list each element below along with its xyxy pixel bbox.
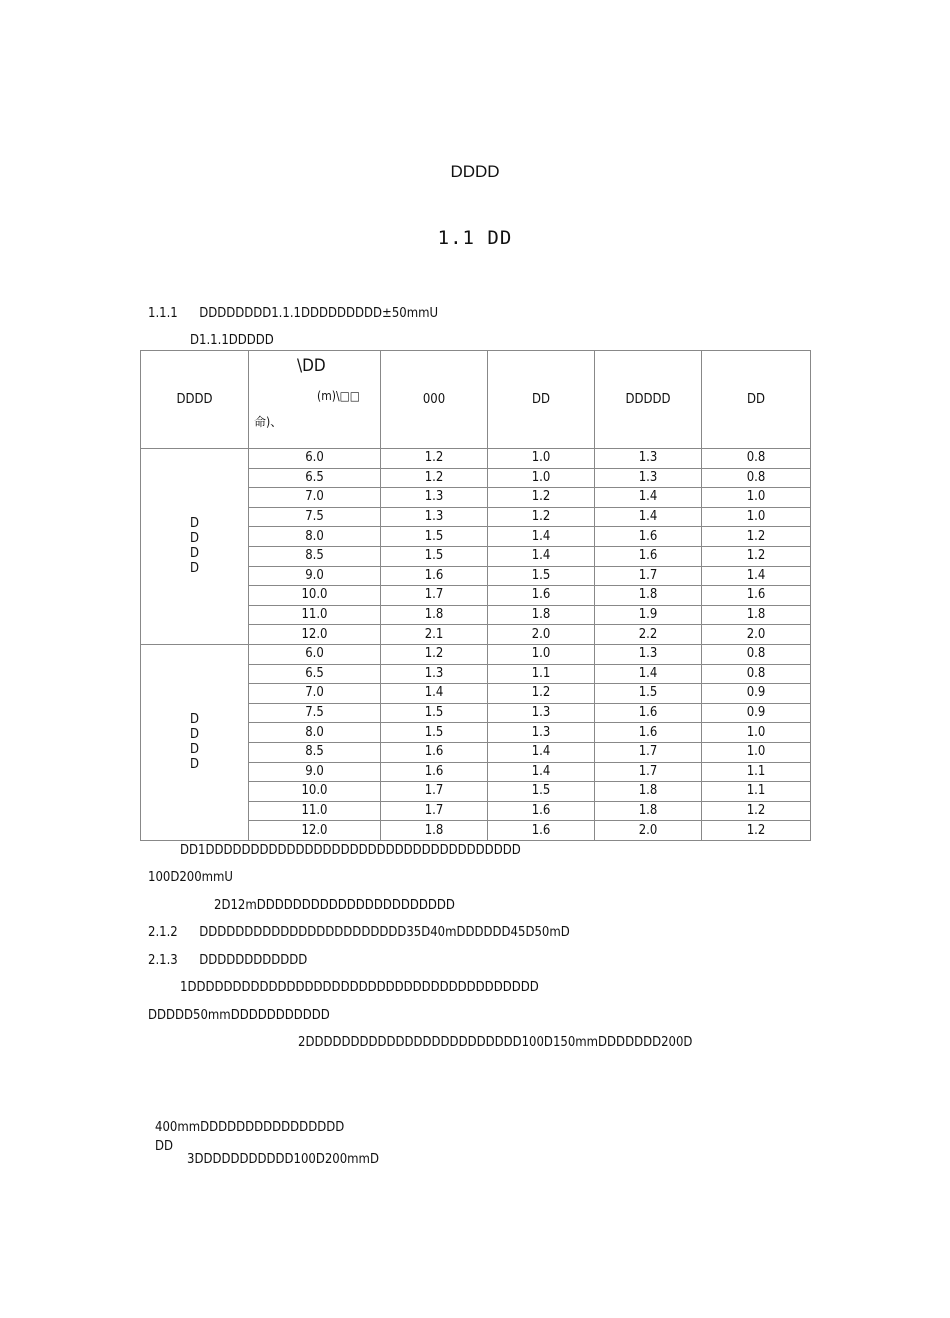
header-diag-top: \DD	[297, 356, 326, 376]
table-cell: 0.8	[702, 644, 811, 664]
table-caption: D1.1.1DDDDD	[190, 333, 274, 348]
table-cell: 1.7	[381, 782, 488, 802]
table-cell: 1.6	[702, 586, 811, 606]
paragraph-1-1-1	[148, 306, 438, 321]
table-cell: 1.2	[488, 488, 595, 508]
table-cell: 12.0	[249, 821, 381, 841]
table-cell: 1.4	[381, 684, 488, 704]
table-cell: 1.8	[702, 605, 811, 625]
table-cell: 1.4	[595, 488, 702, 508]
table-cell: 1.6	[381, 566, 488, 586]
table-cell: 1.0	[702, 507, 811, 527]
table-cell: 1.0	[702, 488, 811, 508]
table-cell: 1.5	[488, 566, 595, 586]
row-group-label-group-b	[141, 644, 249, 840]
table-row	[141, 644, 811, 664]
table-cell: 1.3	[381, 507, 488, 527]
table-cell: 1.2	[702, 821, 811, 841]
table-cell: 6.5	[249, 468, 381, 488]
table-cell: 1.3	[595, 644, 702, 664]
header-col3: DDDDD	[595, 351, 702, 449]
table-cell: 1.2	[381, 468, 488, 488]
table-cell: 7.5	[249, 507, 381, 527]
table-cell: 1.6	[381, 742, 488, 762]
table-cell: 1.4	[595, 507, 702, 527]
table-cell: 1.3	[488, 703, 595, 723]
table-cell: 1.2	[702, 527, 811, 547]
table-cell: 1.4	[488, 742, 595, 762]
table-cell: 9.0	[249, 566, 381, 586]
document-title: DDDD	[450, 162, 500, 181]
item-2-continued: 400mmDDDDDDDDDDDDDDDD	[155, 1120, 345, 1135]
table-header-row	[141, 351, 811, 449]
table-cell: 1.3	[488, 723, 595, 743]
table-cell: 6.0	[249, 644, 381, 664]
table-cell: 6.0	[249, 449, 381, 469]
table-cell: 1.1	[702, 782, 811, 802]
table-cell: 11.0	[249, 605, 381, 625]
table-cell: 1.7	[595, 762, 702, 782]
table-cell: 1.8	[595, 586, 702, 606]
table-cell: 11.0	[249, 801, 381, 821]
table-cell: 0.9	[702, 684, 811, 704]
table-cell: 1.2	[381, 644, 488, 664]
data-table	[140, 350, 811, 841]
header-col1: 000	[381, 351, 488, 449]
table-cell: 10.0	[249, 782, 381, 802]
row-group-label-text: D D D D	[189, 516, 199, 577]
table-cell: 1.4	[488, 527, 595, 547]
table-cell: 7.5	[249, 703, 381, 723]
table-cell: 6.5	[249, 664, 381, 684]
table-cell: 2.2	[595, 625, 702, 645]
table-cell: 1.0	[702, 723, 811, 743]
table-cell: 1.8	[488, 605, 595, 625]
table-cell: 1.5	[381, 546, 488, 566]
note-2: 2D12mDDDDDDDDDDDDDDDDDDDDDD	[214, 898, 455, 913]
header-diag-bot: 命)、	[254, 415, 283, 429]
table-cell: 1.0	[488, 644, 595, 664]
row-group-label-text: D D D D	[189, 712, 199, 773]
table-cell: 1.3	[595, 468, 702, 488]
table-cell: 1.2	[702, 801, 811, 821]
table-cell: 1.8	[595, 782, 702, 802]
table-cell: 1.5	[381, 723, 488, 743]
table-cell: 1.6	[488, 821, 595, 841]
item-1-continued: DDDDD50mmDDDDDDDDDDD	[148, 1008, 330, 1023]
paragraph-number: 2.1.3	[148, 953, 178, 968]
table-cell: 2.0	[488, 625, 595, 645]
item-2: 2DDDDDDDDDDDDDDDDDDDDDDDD100D150mmDDDDDDD200D	[298, 1035, 693, 1050]
table-cell: 1.6	[381, 762, 488, 782]
table-cell: 12.0	[249, 625, 381, 645]
table-cell: 2.1	[381, 625, 488, 645]
table-cell: 1.7	[595, 566, 702, 586]
table-cell: 1.8	[381, 821, 488, 841]
table-cell: 0.8	[702, 664, 811, 684]
header-col2: DD	[488, 351, 595, 449]
table-cell: 1.3	[381, 488, 488, 508]
table-cell: 1.6	[488, 801, 595, 821]
paragraph-2-1-3	[148, 953, 307, 968]
table-cell: 1.8	[381, 605, 488, 625]
table-cell: 1.6	[595, 527, 702, 547]
table-cell: 1.0	[702, 742, 811, 762]
table-cell: 1.0	[488, 468, 595, 488]
table-cell: 0.8	[702, 449, 811, 469]
table-cell: 0.8	[702, 468, 811, 488]
table-cell: 7.0	[249, 684, 381, 704]
row-group-label-group-a	[141, 449, 249, 645]
table-cell: 1.3	[595, 449, 702, 469]
table-cell: 1.1	[702, 762, 811, 782]
table-cell: 1.0	[488, 449, 595, 469]
table-cell: 1.7	[381, 801, 488, 821]
table-cell: 1.6	[595, 546, 702, 566]
header-group: DDDD	[141, 351, 249, 449]
table-cell: 0.9	[702, 703, 811, 723]
table-cell: 8.5	[249, 742, 381, 762]
table-cell: 9.0	[249, 762, 381, 782]
note-1: DD1DDDDDDDDDDDDDDDDDDDDDDDDDDDDDDDDDDD	[180, 843, 521, 858]
paragraph-text: DDDDDDDDDDDDDDDDDDDDDDD35D40mDDDDDD45D50mD	[199, 925, 570, 940]
table-cell: 2.0	[595, 821, 702, 841]
table-cell: 1.4	[702, 566, 811, 586]
table-row	[141, 449, 811, 469]
table-cell: 1.2	[702, 546, 811, 566]
table-cell: 1.6	[595, 703, 702, 723]
paragraph-number: 1.1.1	[148, 306, 178, 321]
table-cell: 1.4	[488, 762, 595, 782]
table-cell: 2.0	[702, 625, 811, 645]
table-cell: 1.9	[595, 605, 702, 625]
table-cell: 1.8	[595, 801, 702, 821]
table-cell: 1.6	[488, 586, 595, 606]
table-cell: 1.6	[595, 723, 702, 743]
table-cell: 1.5	[381, 527, 488, 547]
paragraph-text: DDDDDDDDDDDD	[199, 953, 308, 968]
item-1: 1DDDDDDDDDDDDDDDDDDDDDDDDDDDDDDDDDDDDDDD	[180, 980, 539, 995]
table-cell: 1.1	[488, 664, 595, 684]
table-cell: 1.3	[381, 664, 488, 684]
header-diagonal-cell	[249, 351, 381, 449]
table-cell: 1.5	[381, 703, 488, 723]
paragraph-text: DDDDDDDD1.1.1DDDDDDDDD±50mmU	[199, 306, 439, 321]
table-cell: 8.5	[249, 546, 381, 566]
header-col4: DD	[702, 351, 811, 449]
table-cell: 1.5	[488, 782, 595, 802]
table-cell: 1.4	[595, 664, 702, 684]
item-2-tail: DD	[155, 1139, 174, 1154]
table-cell: 1.7	[381, 586, 488, 606]
table-cell: 1.5	[595, 684, 702, 704]
table-cell: 8.0	[249, 527, 381, 547]
paragraph-2-1-2	[148, 925, 570, 940]
note-1-continued: 100D200mmU	[148, 870, 233, 885]
table-cell: 1.2	[381, 449, 488, 469]
paragraph-number: 2.1.2	[148, 925, 178, 940]
table-cell: 7.0	[249, 488, 381, 508]
table-cell: 10.0	[249, 586, 381, 606]
table-cell: 8.0	[249, 723, 381, 743]
item-3: 3DDDDDDDDDDD100D200mmD	[187, 1152, 379, 1167]
table-cell: 1.2	[488, 684, 595, 704]
header-diag-mid: (m)\□□	[317, 389, 360, 403]
section-title: 1.1 DD	[437, 227, 513, 249]
table-cell: 1.4	[488, 546, 595, 566]
table-cell: 1.7	[595, 742, 702, 762]
table-cell: 1.2	[488, 507, 595, 527]
